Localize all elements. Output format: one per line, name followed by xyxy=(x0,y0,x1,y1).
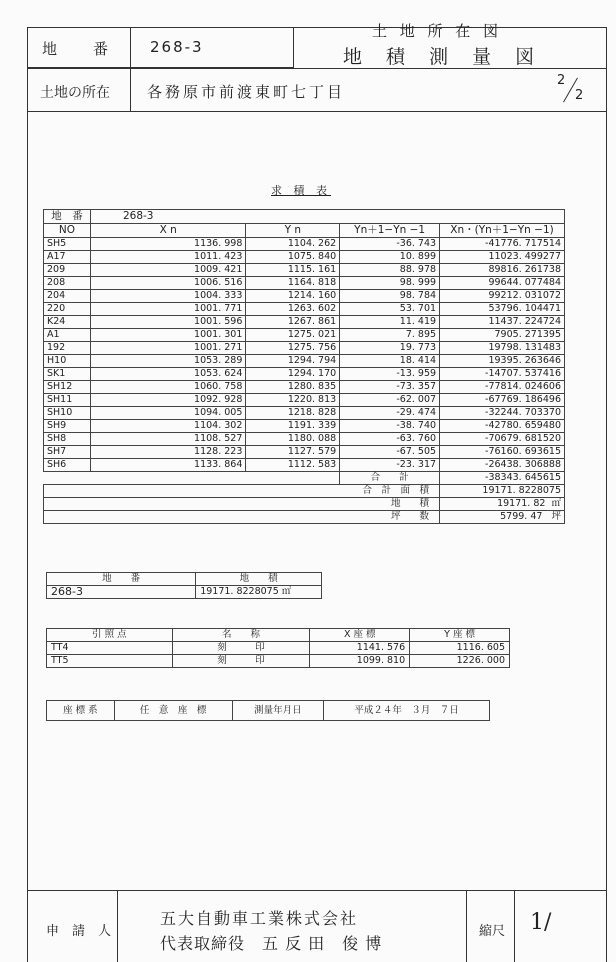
total-sum-label: 合 計 xyxy=(340,472,440,485)
point-no: 209 xyxy=(44,264,91,277)
y-diff: -13. 959 xyxy=(340,368,440,381)
tsubo-value: 5799. 47 xyxy=(500,511,543,522)
y-value: 1267. 861 xyxy=(246,316,340,329)
area-unit: ㎡ xyxy=(281,586,292,597)
ref-name: 刻 印 xyxy=(172,642,310,655)
point-no: SH11 xyxy=(44,394,91,407)
calc-title: 求 積 表 xyxy=(271,184,331,197)
area-header-area: 地 積 xyxy=(196,573,322,586)
col-yn: Y n xyxy=(246,224,340,238)
y-diff: -73. 357 xyxy=(340,381,440,394)
area-value-cell xyxy=(196,586,322,599)
table-row xyxy=(44,290,565,303)
y-diff: -38. 740 xyxy=(340,420,440,433)
y-value: 1294. 794 xyxy=(246,355,340,368)
applicant-label: 申 請 人 xyxy=(46,924,112,939)
y-diff: -29. 474 xyxy=(340,407,440,420)
y-diff: -36. 743 xyxy=(340,238,440,251)
product: 19395. 263646 xyxy=(440,355,565,368)
x-value: 1001. 596 xyxy=(90,316,245,329)
x-value: 1060. 758 xyxy=(90,381,245,394)
product: -14707. 537416 xyxy=(440,368,565,381)
y-diff: -63. 760 xyxy=(340,433,440,446)
ref-name: 刻 印 xyxy=(172,655,310,668)
col-product: Xn・(Yn＋1−Yn −1) xyxy=(440,224,565,238)
table-row xyxy=(44,394,565,407)
point-no: H10 xyxy=(44,355,91,368)
x-value: 1104. 302 xyxy=(90,420,245,433)
product: 99212. 031072 xyxy=(440,290,565,303)
ref-x: 1141. 576 xyxy=(310,642,410,655)
total-area-value: 19171. 8228075 xyxy=(440,485,565,498)
y-diff: 18. 414 xyxy=(340,355,440,368)
header-divider-1 xyxy=(130,27,131,68)
product: -42780. 659480 xyxy=(440,420,565,433)
y-value: 1115. 161 xyxy=(246,264,340,277)
col-xn: X n xyxy=(90,224,245,238)
y-value: 1104. 262 xyxy=(246,238,340,251)
y-value: 1275. 021 xyxy=(246,329,340,342)
y-diff: -62. 007 xyxy=(340,394,440,407)
product: -67769. 186496 xyxy=(440,394,565,407)
ref-y: 1226. 000 xyxy=(410,655,510,668)
product: -76160. 693615 xyxy=(440,446,565,459)
ref-header-name: 名 称 xyxy=(172,629,310,642)
land-area-cell xyxy=(440,498,565,511)
coord-table xyxy=(46,700,490,721)
parcel-value: 268-3 xyxy=(150,38,204,56)
product: 19798. 131483 xyxy=(440,342,565,355)
y-value: 1220. 813 xyxy=(246,394,340,407)
ref-header-point: 引 照 点 xyxy=(47,629,173,642)
x-value: 1108. 527 xyxy=(90,433,245,446)
survey-date-value: 平成２４年 ３月 ７日 xyxy=(324,701,490,721)
product: -32244. 703370 xyxy=(440,407,565,420)
y-value: 1164. 818 xyxy=(246,277,340,290)
x-value: 1004. 333 xyxy=(90,290,245,303)
product: -41776. 717514 xyxy=(440,238,565,251)
calc-table xyxy=(43,209,565,524)
x-value: 1094. 005 xyxy=(90,407,245,420)
page-number-bottom: 2 xyxy=(575,88,584,103)
point-no: SH7 xyxy=(44,446,91,459)
point-no: A17 xyxy=(44,251,91,264)
ref-y: 1116. 605 xyxy=(410,642,510,655)
total-area-label: 合 計 面 積 xyxy=(44,485,440,498)
coord-system-label: 座 標 系 xyxy=(47,701,115,721)
y-value: 1263. 602 xyxy=(246,303,340,316)
table-row xyxy=(44,277,565,290)
point-no: SH9 xyxy=(44,420,91,433)
survey-date-label: 測量年月日 xyxy=(232,701,324,721)
footer-divider-2 xyxy=(466,890,467,962)
y-value: 1127. 579 xyxy=(246,446,340,459)
table-row xyxy=(44,329,565,342)
representative-name: 代表取締役 五 反 田 俊 博 xyxy=(160,934,383,953)
calc-parcel-value: 268-3 xyxy=(90,210,564,224)
area-value: 19171. 8228075 xyxy=(200,586,279,597)
table-row xyxy=(44,342,565,355)
product: -70679. 681520 xyxy=(440,433,565,446)
y-diff: 98. 999 xyxy=(340,277,440,290)
reference-table xyxy=(46,628,510,668)
product: 7905. 271395 xyxy=(440,329,565,342)
point-no: K24 xyxy=(44,316,91,329)
product: -26438. 306888 xyxy=(440,459,565,472)
point-no: 220 xyxy=(44,303,91,316)
y-diff: 11. 419 xyxy=(340,316,440,329)
area-table xyxy=(46,572,322,599)
table-row xyxy=(47,655,510,668)
col-ydiff: Yn＋1−Yn −1 xyxy=(340,224,440,238)
x-value: 1128. 223 xyxy=(90,446,245,459)
ref-x: 1099. 810 xyxy=(310,655,410,668)
point-no: A1 xyxy=(44,329,91,342)
point-no: 192 xyxy=(44,342,91,355)
table-row xyxy=(44,446,565,459)
ref-point: TT4 xyxy=(47,642,173,655)
ref-header-y: Y 座 標 xyxy=(410,629,510,642)
col-no: NO xyxy=(44,224,91,238)
table-row xyxy=(44,316,565,329)
x-value: 1053. 624 xyxy=(90,368,245,381)
land-area-unit: ㎡ xyxy=(551,498,561,509)
product: 53796. 104471 xyxy=(440,303,565,316)
point-no: SH12 xyxy=(44,381,91,394)
page-number-top: 2 xyxy=(557,73,566,88)
footer-divider-1 xyxy=(117,890,118,962)
table-row xyxy=(44,368,565,381)
tsubo-unit: 坪 xyxy=(551,511,561,522)
ref-point: TT5 xyxy=(47,655,173,668)
point-no: SH6 xyxy=(44,459,91,472)
y-value: 1180. 088 xyxy=(246,433,340,446)
tsubo-cell xyxy=(440,511,565,524)
land-area-value: 19171. 82 xyxy=(497,498,546,509)
y-value: 1191. 339 xyxy=(246,420,340,433)
point-no: SK1 xyxy=(44,368,91,381)
x-value: 1001. 301 xyxy=(90,329,245,342)
product: 11437. 224724 xyxy=(440,316,565,329)
footer-divider-3 xyxy=(514,890,515,962)
table-row xyxy=(44,264,565,277)
table-row xyxy=(44,303,565,316)
y-diff: 10. 899 xyxy=(340,251,440,264)
point-no: 208 xyxy=(44,277,91,290)
x-value: 1001. 271 xyxy=(90,342,245,355)
title-small: 土 地 所 在 図 xyxy=(372,22,503,40)
table-row xyxy=(44,251,565,264)
tsubo-label: 坪 数 xyxy=(44,511,440,524)
calc-parcel-label: 地 番 xyxy=(44,210,91,224)
x-value: 1011. 423 xyxy=(90,251,245,264)
scale-value: 1/ xyxy=(530,910,552,935)
x-value: 1133. 864 xyxy=(90,459,245,472)
y-diff: 98. 784 xyxy=(340,290,440,303)
company-name: 五大自動車工業株式会社 xyxy=(160,909,359,928)
y-value: 1218. 828 xyxy=(246,407,340,420)
table-row xyxy=(44,459,565,472)
scale-label: 縮尺 xyxy=(479,924,506,939)
area-header-parcel: 地 番 xyxy=(47,573,196,586)
title-large: 地 積 測 量 図 xyxy=(343,46,544,68)
table-row xyxy=(47,642,510,655)
product: -77814. 024606 xyxy=(440,381,565,394)
point-no: SH10 xyxy=(44,407,91,420)
table-row xyxy=(44,433,565,446)
coord-system-value: 任 意 座 標 xyxy=(114,701,232,721)
y-diff: 88. 978 xyxy=(340,264,440,277)
y-diff: -23. 317 xyxy=(340,459,440,472)
y-value: 1275. 756 xyxy=(246,342,340,355)
y-value: 1214. 160 xyxy=(246,290,340,303)
location-label: 土地の所在 xyxy=(40,85,110,101)
x-value: 1001. 771 xyxy=(90,303,245,316)
table-row xyxy=(44,238,565,251)
ref-header-x: X 座 標 xyxy=(310,629,410,642)
product: 99644. 077484 xyxy=(440,277,565,290)
land-area-label: 地 積 xyxy=(44,498,440,511)
table-row xyxy=(44,420,565,433)
y-diff: 19. 773 xyxy=(340,342,440,355)
x-value: 1009. 421 xyxy=(90,264,245,277)
total-sum-value: -38343. 645615 xyxy=(440,472,565,485)
y-diff: -67. 505 xyxy=(340,446,440,459)
table-row xyxy=(44,355,565,368)
x-value: 1053. 289 xyxy=(90,355,245,368)
y-value: 1294. 170 xyxy=(246,368,340,381)
x-value: 1092. 928 xyxy=(90,394,245,407)
x-value: 1006. 516 xyxy=(90,277,245,290)
point-no: 204 xyxy=(44,290,91,303)
product: 89816. 261738 xyxy=(440,264,565,277)
y-diff: 53. 701 xyxy=(340,303,440,316)
table-row xyxy=(44,381,565,394)
y-value: 1075. 840 xyxy=(246,251,340,264)
table-row xyxy=(44,407,565,420)
y-value: 1112. 583 xyxy=(246,459,340,472)
header-divider-2 xyxy=(130,68,131,112)
x-value: 1136. 998 xyxy=(90,238,245,251)
y-value: 1280. 835 xyxy=(246,381,340,394)
location-value: 各務原市前渡東町七丁目 xyxy=(147,83,346,101)
parcel-label: 地 番 xyxy=(42,40,111,58)
area-parcel-value: 268-3 xyxy=(47,586,196,599)
point-no: SH8 xyxy=(44,433,91,446)
point-no: SH5 xyxy=(44,238,91,251)
product: 11023. 499277 xyxy=(440,251,565,264)
y-diff: 7. 895 xyxy=(340,329,440,342)
